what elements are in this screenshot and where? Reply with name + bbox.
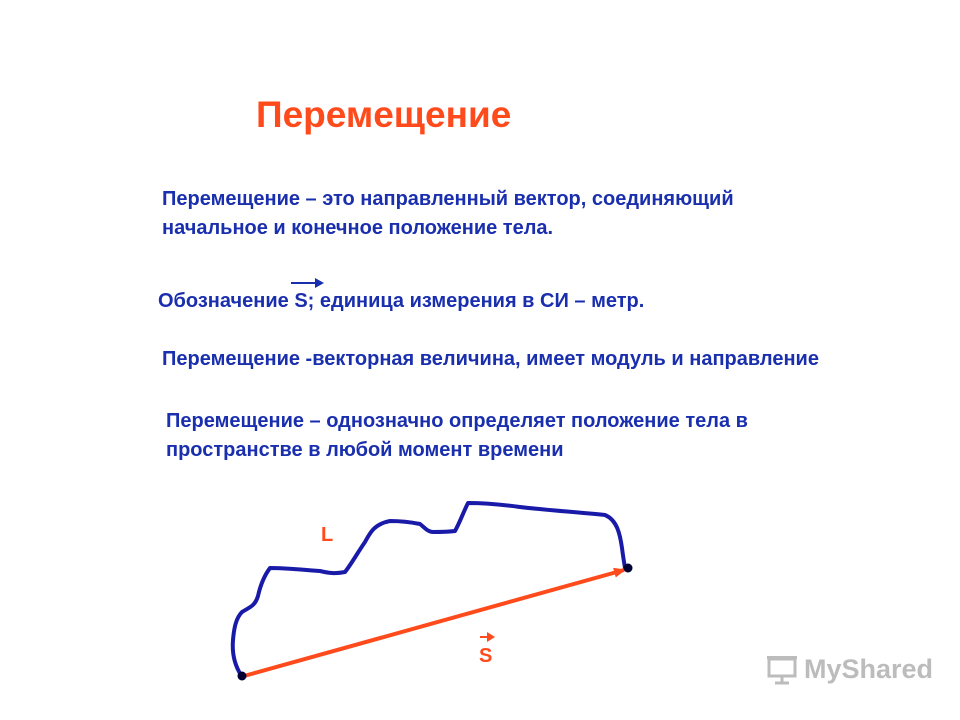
vector-s-symbol: S [294,287,307,316]
definition-line-2: начальное и конечное положение тела. [162,217,554,239]
slide-title: Перемещение [256,94,512,135]
path-label: L [321,524,334,546]
position-line-2: пространстве в любой момент времени [166,439,564,461]
displacement-vector [244,570,624,676]
presentation-board-icon [766,655,798,685]
s-label-vector-arrow [487,632,495,642]
definition-line-1: Перемещение – это направленный вектор, соединяющий [162,188,734,210]
trajectory-path [233,503,625,675]
displacement-label: S [479,645,493,667]
watermark [766,654,933,685]
notation-prefix: Обозначение [158,290,295,312]
notation-suffix: ; единица измерения в СИ – метр. [307,290,645,312]
position-line-1: Перемещение – однозначно определяет положение тела в [166,410,748,432]
start-point [238,672,247,681]
end-point [624,564,633,573]
watermark-text: MyShared [804,654,934,684]
vector-quantity-text: Перемещение -векторная величина, имеет модуль и направление [162,348,819,370]
